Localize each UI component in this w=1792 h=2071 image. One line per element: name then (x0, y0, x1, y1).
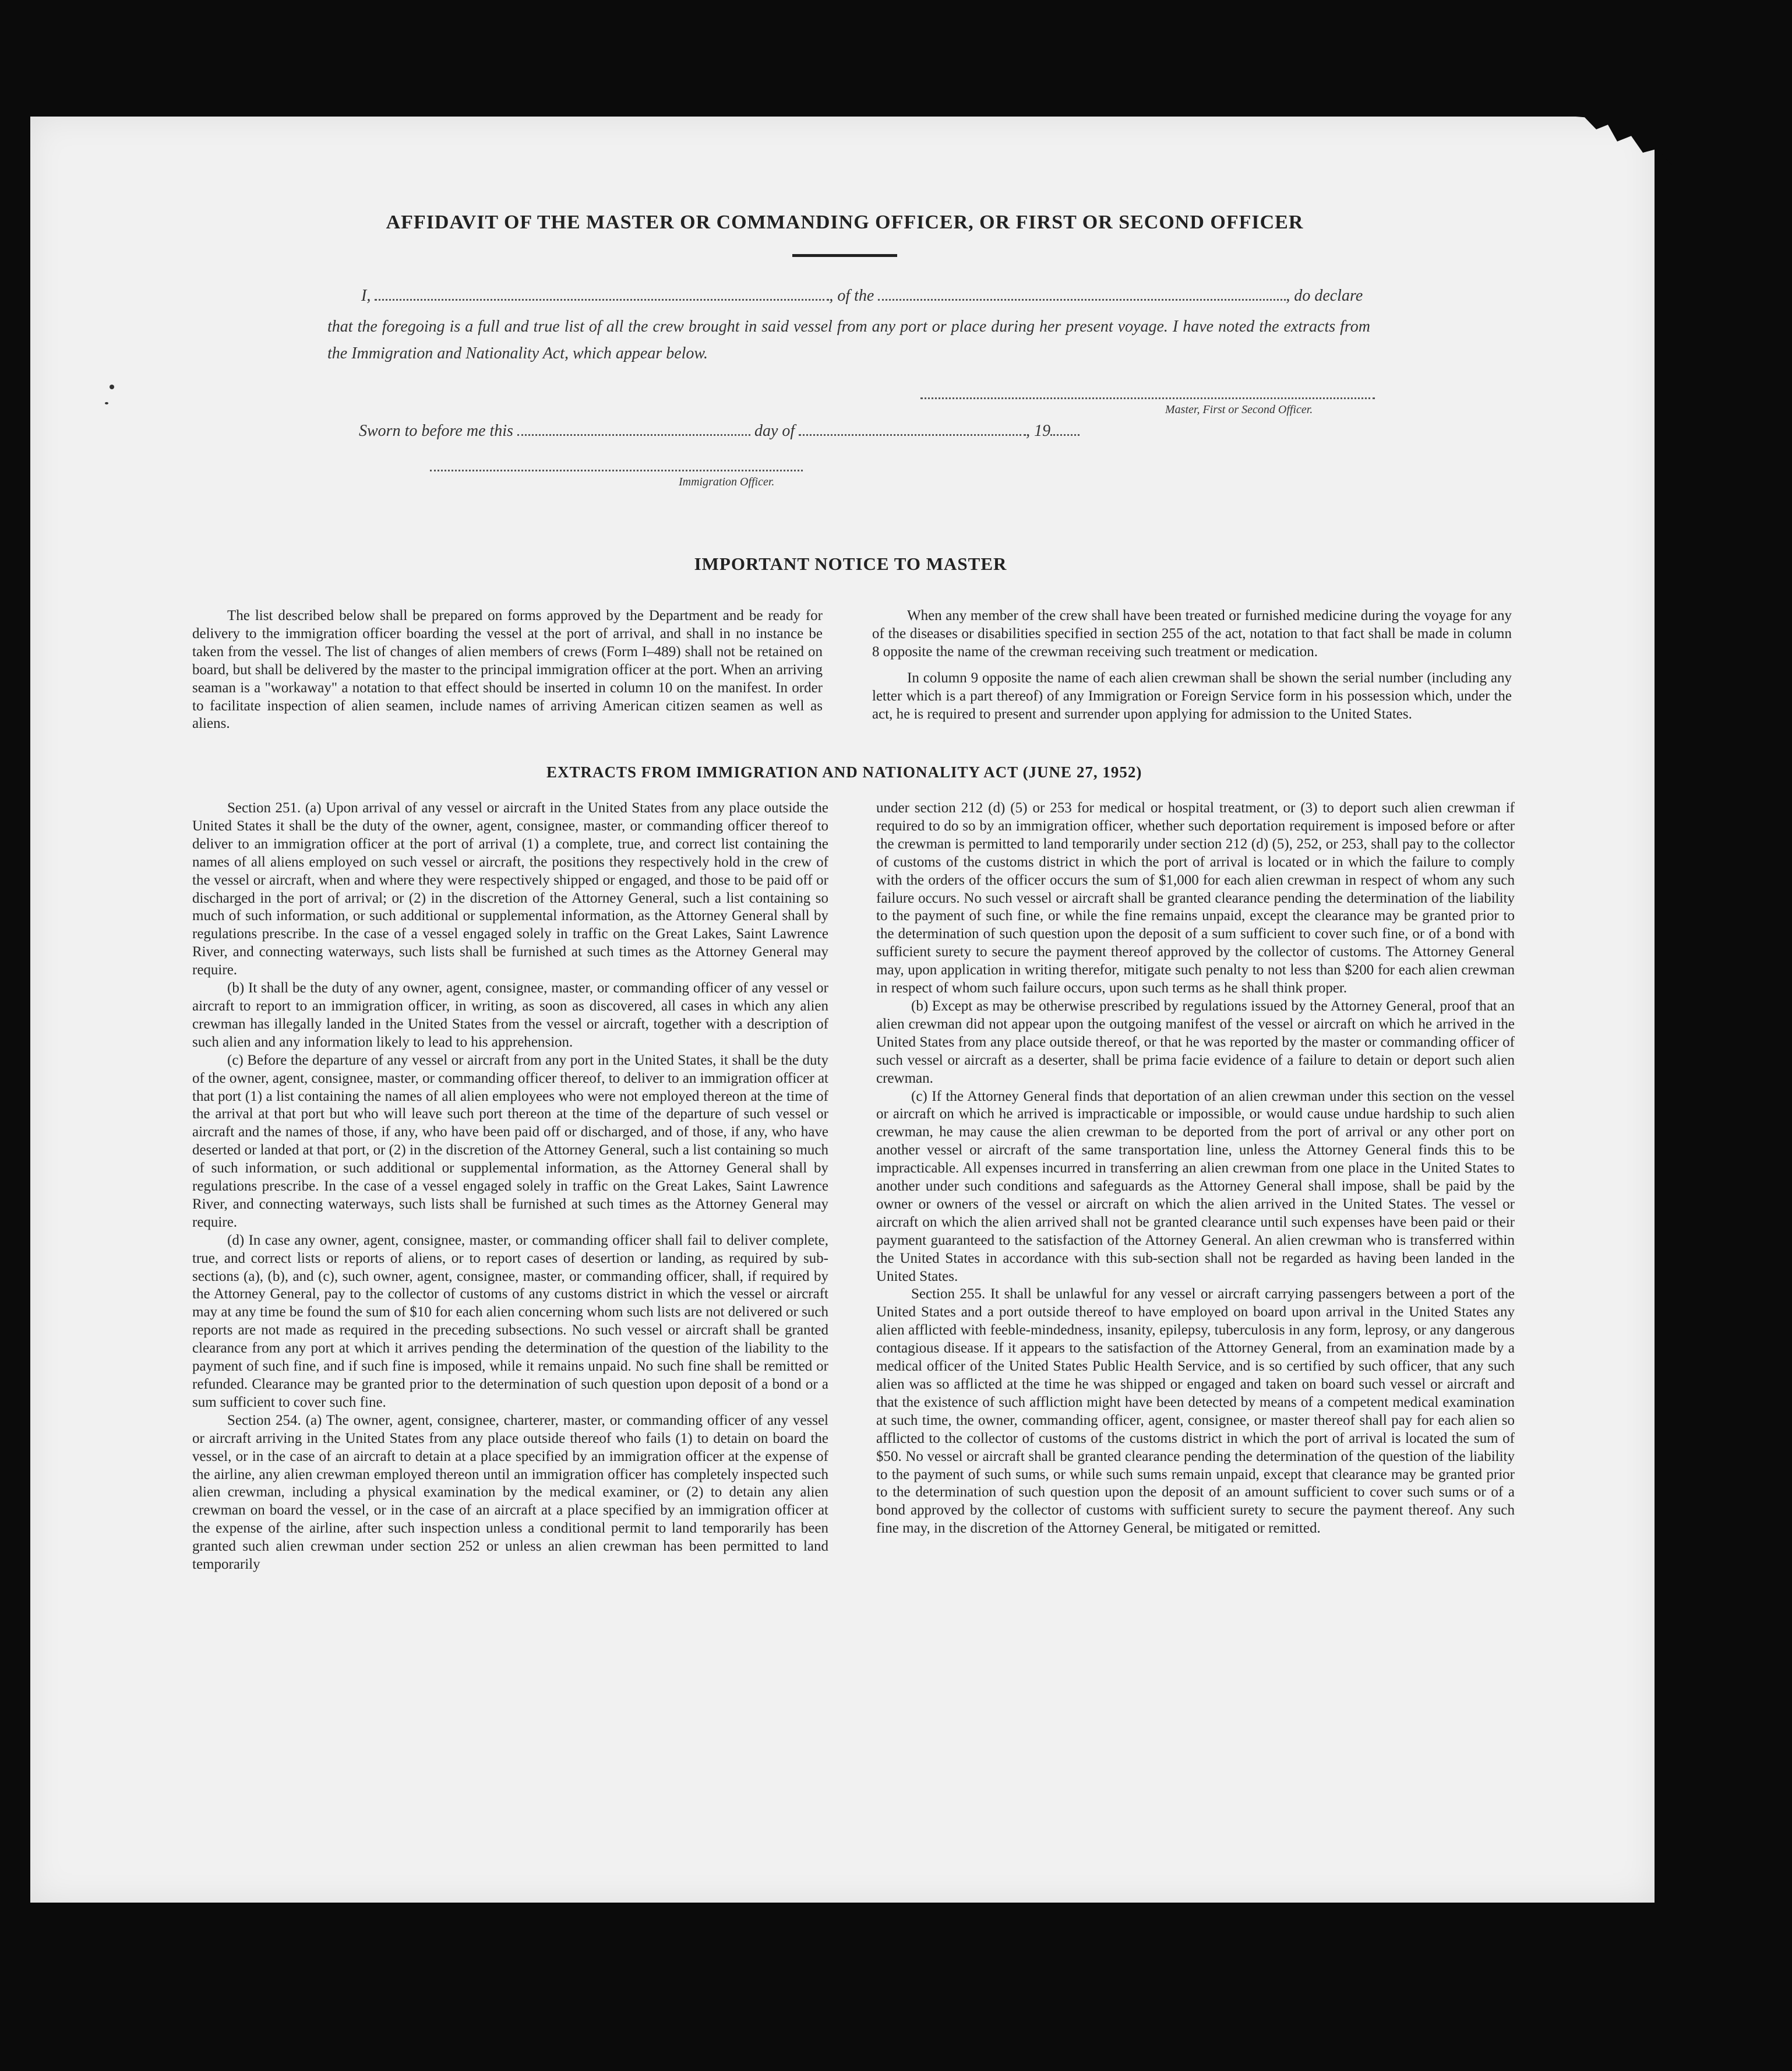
officer-signature-field[interactable] (430, 470, 803, 471)
of-the-label: , of the (829, 287, 874, 305)
sworn-month-field[interactable] (799, 432, 1026, 436)
sworn-year-field[interactable] (1050, 432, 1080, 436)
vessel-name-field[interactable] (878, 297, 1286, 301)
statute-paragraph: under section 212 (d) (5) or 253 for medical or hospital treatment, or (3) to deport such alien crewman if required to do so by an immigration officer, whether such deportation requirement is imposed before or after the crewman is permitted to land temporarily under section 212 (d) (5), 252, or 253, shall pay to the collector of customs of the customs district in which the port of arrival is located or in which the failure to comply with the orders of the officer occurs the sum of $1,000 for each alien crewman in respect of whom any such failure occurs. No such vessel or aircraft shall be granted clearance pending the determination of the liability to the payment of such fine, or while the fine remains unpaid, except the clearance may be granted prior to the determination of such question upon the deposit of a sum sufficient to cover such fine, or of a bond with sufficient surety to secure the payment thereof approved by the collector of customs. The Attorney General may, upon application in writing therefor, mitigate such penalty to not less than $200 for each alien crewman in respect of whom such failure occurs, upon such terms as he shall think proper. (876, 800, 1515, 996)
officer-caption: Immigration Officer. (679, 476, 775, 488)
statute-paragraph: (c) If the Attorney General finds that deportation of an alien crewman under this section on the vessel or aircraft on which he arrived is impracticable or impossible, or would cause undue hardship to such alien crewman, he may cause the alien crewman to be deported from the port of arrival or any other port on another vessel or aircraft of the same transportation line, unless the Attorney General finds this to be impracticable. All expenses incurred in transferring an alien crewman from one place in the United States to another under such conditions and safeguards as the Attorney General shall impose, shall be paid by the owner or owners of the vessel or aircraft on which the alien arrived in the United States. The vessel or aircraft on which the alien arrived shall not be granted clearance until such expenses have been paid or their payment guaranteed to the satisfaction of the Attorney General. An alien crewman who is transferred within the United States in accordance with this sub-section shall not be regarded as having been landed in the United States. (876, 1088, 1515, 1284)
statute-paragraph: Section 251. (a) Upon arrival of any vessel or aircraft in the United States from any place outside the United States it shall be the duty of the owner, agent, consignee, master, or commanding officer thereof to deliver to an immigration officer at the port of arrival (1) a complete, true, and correct list containing the names of all aliens employed on such vessel or aircraft, the positions they respectively hold in the crew of the vessel or aircraft, when and where they were respectively shipped or engaged, and those to be paid off or discharged in the port of arrival; or (2) in the discretion of the Attorney General, such a list containing so much of such information, or such additional or supplemental information, as the Attorney General shall by regulations prescribe. In the case of a vessel engaged solely in traffic on the Great Lakes, Saint Lawrence River, and connecting waterways, such lists shall be furnished at such times as the Attorney General may require. (192, 800, 828, 978)
statute-paragraph: (c) Before the departure of any vessel or aircraft from any port in the United States, it shall be the duty of the owner, agent, consignee, master, or commanding officer thereof, to deliver to an immigration officer at that port (1) a list containing the names of all alien employees who were not employed thereon at the time of the arrival at that port but who will leave such port thereon at the time of the departure of such vessel or aircraft and the names of those, if any, who have been paid off or discharged, and of those, if any, who have deserted or landed at that port, or (2) in the discretion of the Attorney General, such a list containing so much of such information, or such additional or supplemental information, as the Attorney General shall by regulations prescribe. In the case of a vessel engaged solely in traffic on the Great Lakes, Saint Lawrence River, and connecting waterways, such lists shall be furnished at such times as the Attorney General may require. (192, 1052, 828, 1230)
declarant-name-field[interactable] (375, 297, 829, 301)
notice-paragraph: The list described below shall be prepared on forms approved by the Department and be ready for delivery to the immigration officer boarding the vessel at the port of arrival, and shall in no instance be taken from the vessel. The list of changes of alien members of crews (Form I–489) shall not be retained on board, but shall be delivered by the master to the principal immigration officer at the port. When an arriving seaman is a "workaway" a notation to that effect should be inserted in column 10 on the manifest. In order to facilitate inspection of alien seamen, include names of arriving American citizen seamen as well as aliens. (192, 608, 823, 732)
statute-paragraph: Section 255. It shall be unlawful for any vessel or aircraft carrying passengers between a port of the United States and a port outside thereof to have employed on board upon arrival in the United States any alien afflicted with feeble-mindedness, insanity, epilepsy, tuberculosis in any form, leprosy, or any dangerous contagious disease. If it appears to the satisfaction of the Attorney General, from an examination made by a medical officer of the United States Public Health Service, and is so certified by such officer, that any such alien was so afflicted at the time he was shipped or engaged and taken on board such vessel or aircraft and that the existence of such affliction might have been detected by means of a competent medical examination at such time, the owner, commanding officer, agent, consignee, or master thereof shall pay for each alien so afflicted to the collector of customs of the customs district in which the port of arrival is located the sum of $50. No vessel or aircraft shall be granted clearance pending the determination of the question of the liability to the payment of such sums, or while such sums remain unpaid, except that clearance may be granted prior to the determination of such question upon the deposit of an amount sufficient to cover such sums or of a bond approved by the collector of customs with sufficient surety to secure the payment thereof. Any such fine may, in the discretion of the Attorney General, be mitigated or remitted. (876, 1286, 1515, 1537)
title-rule (792, 254, 897, 257)
sworn-line (359, 422, 1080, 441)
notice-right-column (872, 607, 1512, 729)
extracts-title: EXTRACTS FROM IMMIGRATION AND NATIONALITY ACT (JUNE 27, 1952) (546, 763, 1142, 781)
statute-paragraph: (d) In case any owner, agent, consignee, master, or commanding officer shall fail to deliver complete, true, and correct lists or reports of aliens, or to report cases of desertion or landing, as required by sub-sections (a), (b), and (c), such owner, agent, consignee, master, or commanding officer, shall, if required by the Attorney General, pay to the collector of customs of any customs district in which the vessel or aircraft may at any time be found the sum of $10 for each alien concerning whom such lists are not delivered or such reports are not made as required in the preceding subsections. No such vessel or aircraft shall be granted clearance from any port at which it arrives pending the determination of the question of the liability to the payment of such fine, and if such fine is imposed, while it remains unpaid. No such fine shall be remitted or refunded. Clearance may be granted prior to the determination of such question upon deposit of a bond or a sum sufficient to cover such fine. (192, 1232, 828, 1410)
declaration-line (361, 287, 1363, 305)
master-caption: Master, First or Second Officer. (1165, 403, 1313, 416)
declarant-label: I, (361, 287, 371, 305)
notice-title: IMPORTANT NOTICE TO MASTER (694, 554, 1007, 574)
affidavit-title: AFFIDAVIT OF THE MASTER OR COMMANDING OFFICER, OR FIRST OR SECOND OFFICER (386, 212, 1304, 233)
speck (105, 402, 108, 404)
year-label: , 19 (1026, 422, 1051, 440)
extracts-left-column (192, 799, 828, 1574)
master-signature-field[interactable] (920, 397, 1375, 399)
statute-paragraph: (b) It shall be the duty of any owner, agent, consignee, master, or commanding officer of any vessel or aircraft to report to an immigration officer, in writing, as soon as discovered, all cases in which any alien crewman has illegally landed in the United States from the vessel or aircraft, together with a description of such alien and any information likely to lead to his apprehension. (192, 980, 828, 1050)
statute-paragraph: (b) Except as may be otherwise prescribed by regulations issued by the Attorney General, proof that an alien crewman did not appear upon the outgoing manifest of the vessel or aircraft on which he arrived in the United States from any place outside thereof, or that he was reported by the master or commanding officer of such vessel or aircraft as a deserter, shall be prima facie evidence of a failure to detain or deport such alien crewman. (876, 998, 1515, 1086)
extracts-right-column (876, 799, 1515, 1538)
statute-paragraph: Section 254. (a) The owner, agent, consignee, charterer, master, or commanding officer of any vessel or aircraft arriving in the United States from any place outside thereof who fails (1) to detain on board the vessel, or in the case of an aircraft to detain at a place specified by an immigration officer at the expense of the airline, any alien crewman employed thereon until an immigration officer has completely inspected such alien crewman, including a physical examination by the medical examiner, or (2) to detain any alien crewman on board the vessel, or in the case of an aircraft at a place specified by an immigration officer at the expense of the airline, after such inspection unless a conditional permit to land temporarily has been granted such alien crewman under section 252 or unless an alien crewman has been permitted to land temporarily (192, 1412, 828, 1573)
speck (110, 385, 114, 389)
day-of-label: day of (754, 422, 795, 440)
sworn-label: Sworn to before me this (359, 422, 513, 440)
notice-paragraph: When any member of the crew shall have been treated or furnished medicine during the voyage for any of the diseases or disabilities specified in section 255 of the act, notation to that fact shall be made in column 8 opposite the name of the crewman receiving such treatment or medication. (872, 608, 1512, 660)
do-declare-label: , do declare (1286, 287, 1363, 305)
notice-paragraph: In column 9 opposite the name of each alien crewman shall be shown the serial number (including any letter which is a part thereof) of any Immigration or Foreign Service form in his possession which, under the act, he is required to present and surrender upon applying for admission to the United States. (872, 670, 1512, 722)
notice-left-column (192, 607, 823, 739)
affidavit-statement: that the foregoing is a full and true list of all the crew brought in said vessel from any port or place during her present voyage. I have noted the extracts from the Immigration and Nationality Act, which appear below. (327, 318, 1370, 362)
sworn-day-field[interactable] (517, 432, 750, 436)
